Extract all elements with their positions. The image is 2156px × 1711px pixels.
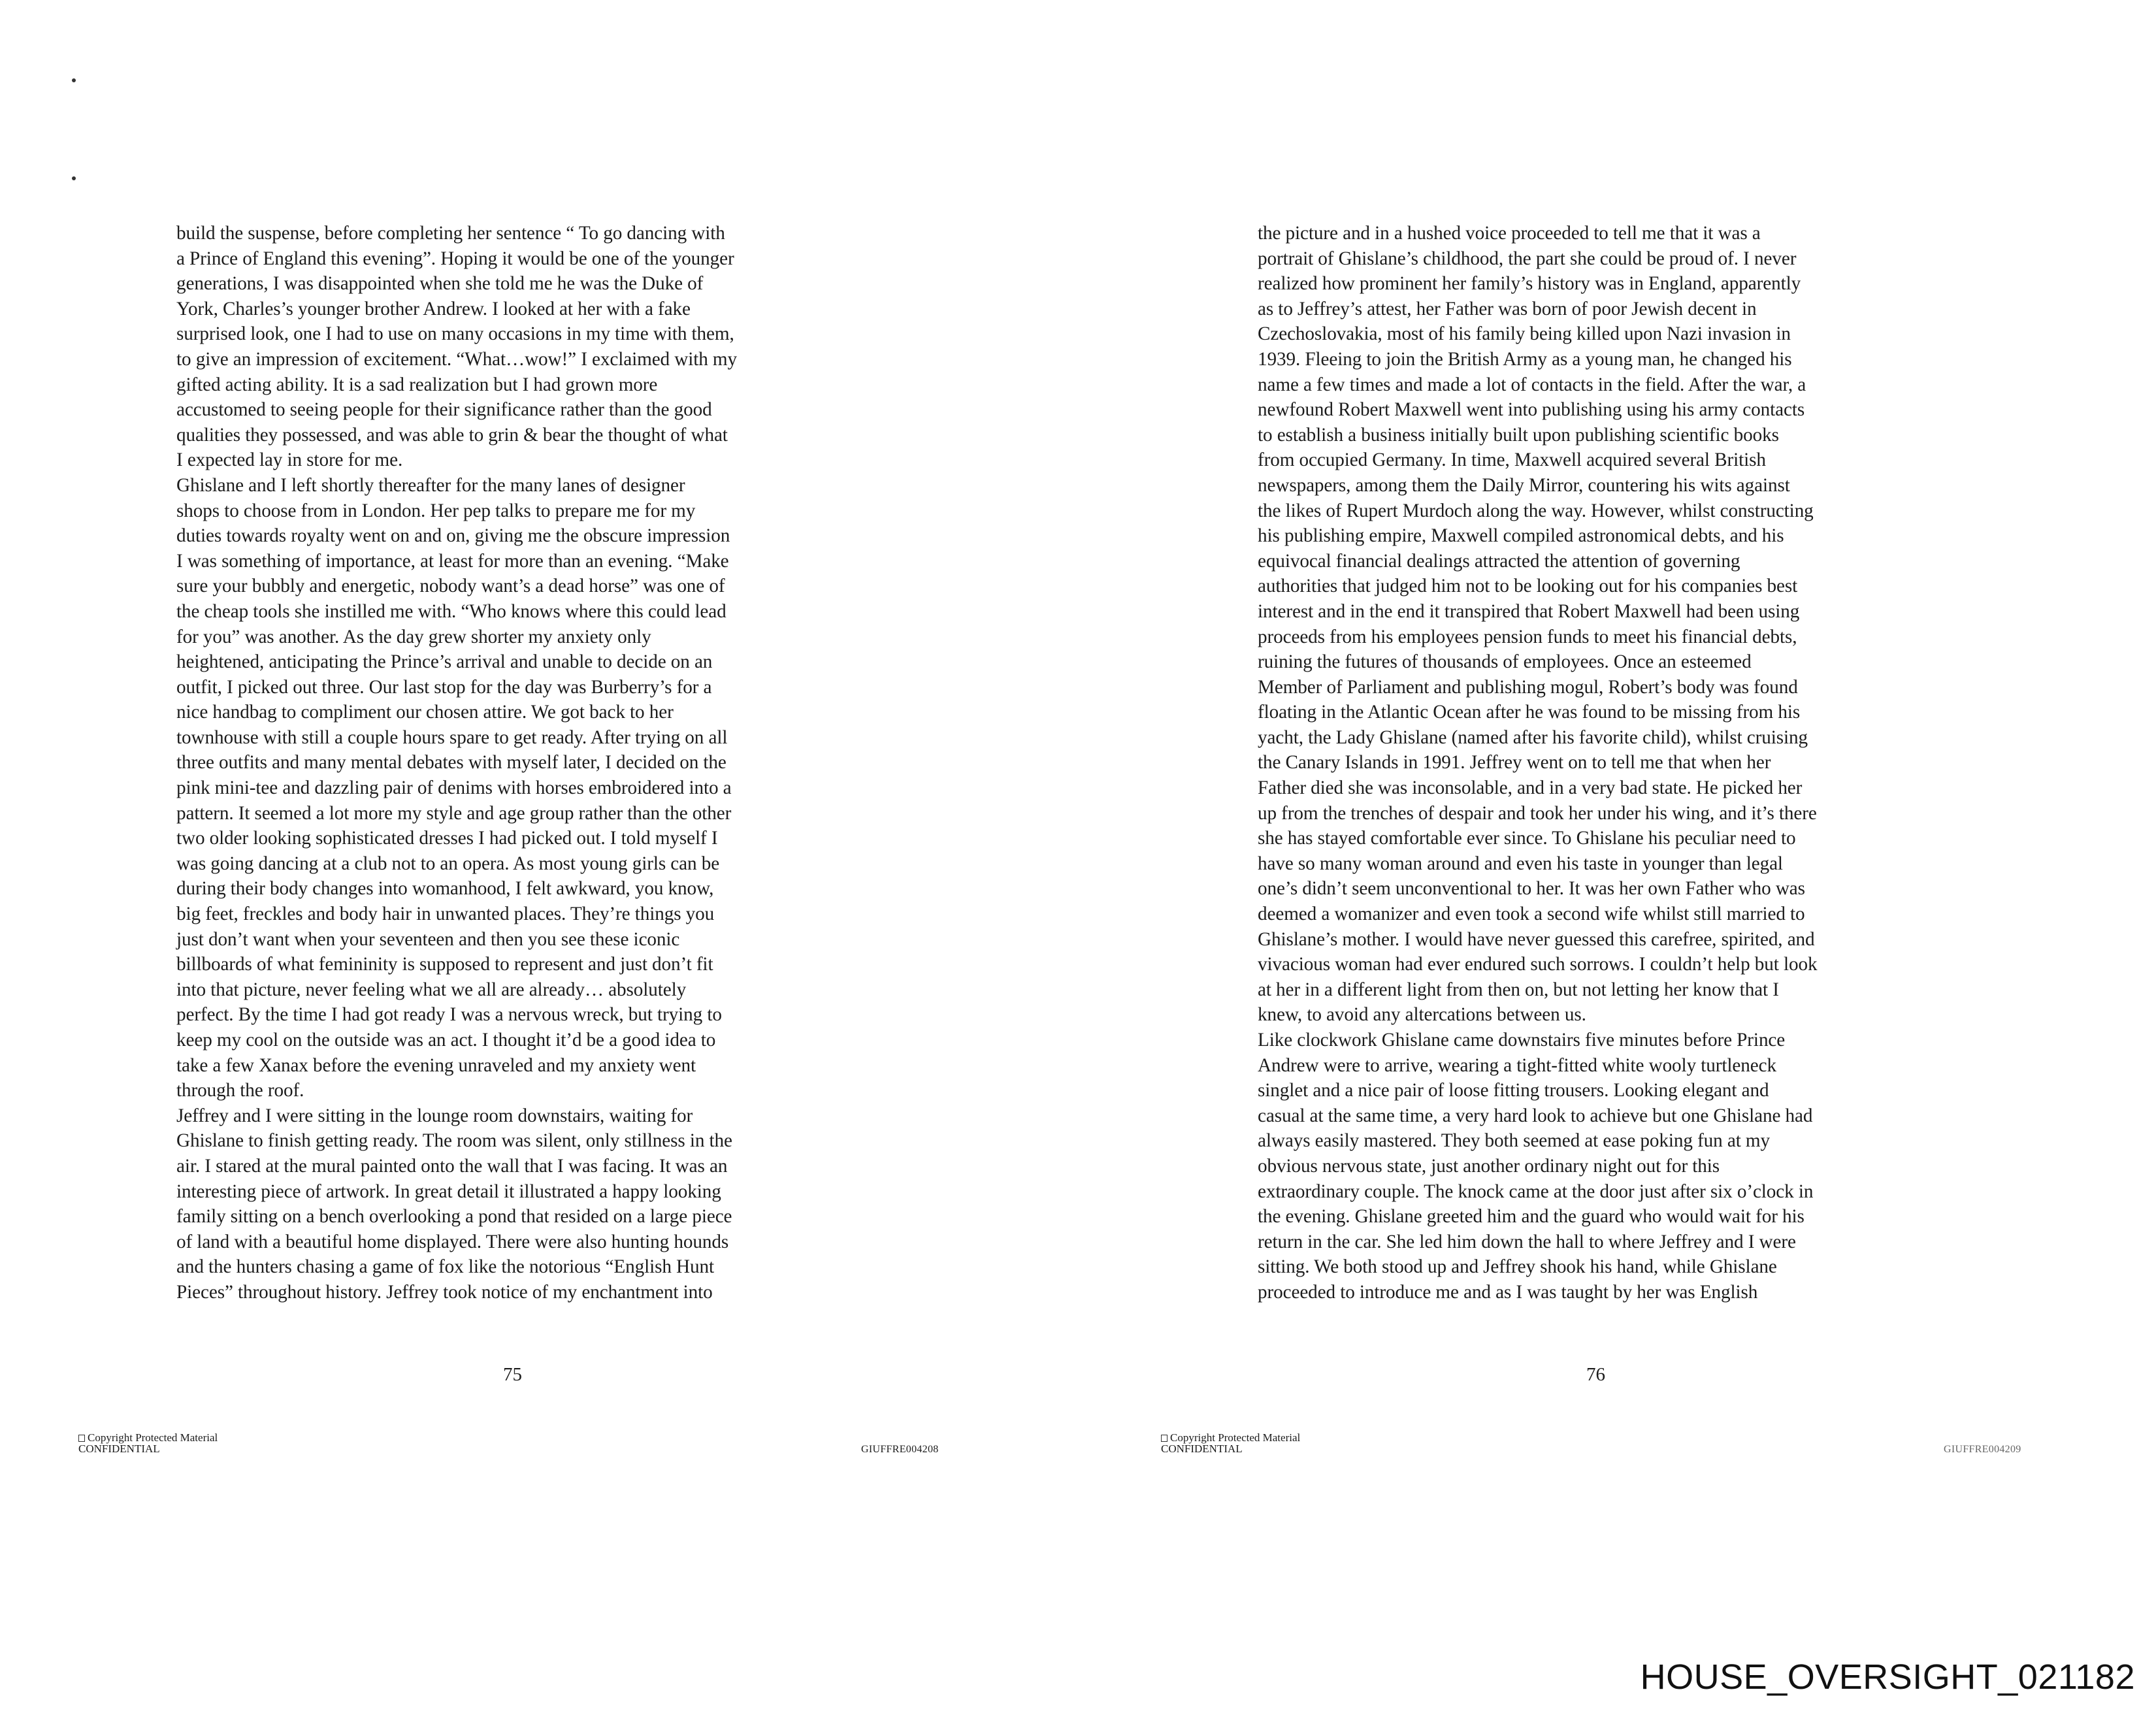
text-line: proceeded to introduce me and as I was taught by her was English <box>1258 1281 1758 1303</box>
text-line: three outfits and many mental debates with myself later, I decided on the <box>176 752 727 774</box>
text-line: billboards of what femininity is supposed to represent and just don’t fit <box>176 954 713 975</box>
text-line: obvious nervous state, just another ordinary night out for this <box>1258 1155 1720 1177</box>
text-line: build the suspense, before completing her sentence “ To go dancing with <box>176 223 725 244</box>
text-line: deemed a womanizer and even took a second wife whilst still married to <box>1258 904 1805 925</box>
text-line: accustomed to seeing people for their significance rather than the good <box>176 399 712 421</box>
text-line: to establish a business initially built upon publishing scientific books <box>1258 424 1779 446</box>
text-line: Father died she was inconsolable, and in a very bad state. He picked her <box>1258 777 1803 799</box>
text-line: always easily mastered. They both seemed at ease poking fun at my <box>1258 1130 1771 1152</box>
text-line: I was something of importance, at least for more than an evening. “Make <box>176 550 729 572</box>
text-line: heightened, anticipating the Prince’s arrival and unable to decide on an <box>176 651 713 673</box>
text-line: Czechoslovakia, most of his family being killed upon Nazi invasion in <box>1258 323 1791 345</box>
text-line: Ghislane and I left shortly thereafter for the many lanes of designer <box>176 474 685 496</box>
scan-speck <box>72 176 76 180</box>
checkbox-square-icon <box>78 1435 85 1442</box>
right-page-number: 76 <box>1586 1364 1605 1385</box>
text-line: the evening. Ghislane greeted him and the guard who would wait for his <box>1258 1206 1805 1228</box>
copyright-label: Copyright Protected Material <box>1170 1431 1301 1444</box>
text-line: generations, I was disappointed when she told me he was the Duke of <box>176 273 704 295</box>
scan-speck <box>72 78 76 82</box>
text-line: one’s didn’t seem unconventional to her. It was her own Father who was <box>1258 878 1805 900</box>
text-line: nice handbag to compliment our chosen attire. We got back to her <box>176 702 674 723</box>
text-line: Like clockwork Ghislane came downstairs five minutes before Prince <box>1258 1030 1786 1051</box>
text-line: sure your bubbly and energetic, nobody want’s a dead horse” was one of <box>176 576 725 597</box>
text-line: York, Charles’s younger brother Andrew. I looked at her with a fake <box>176 298 691 319</box>
text-line: Member of Parliament and publishing mogul, Robert’s body was found <box>1258 676 1798 698</box>
text-line: Andrew were to arrive, wearing a tight-fitted white wooly turtleneck <box>1258 1054 1776 1076</box>
text-line: newfound Robert Maxwell went into publishing using his army contacts <box>1258 399 1805 421</box>
right-copyright-notice <box>1161 1432 1300 1454</box>
text-line: as to Jeffrey’s attest, her Father was born of poor Jewish decent in <box>1258 298 1757 319</box>
text-line: authorities that judged him not to be looking out for his companies best <box>1258 576 1798 597</box>
house-oversight-stamp: HOUSE_OVERSIGHT_021182 <box>1640 1657 2135 1697</box>
text-line: at her in a different light from then on, but not letting her know that I <box>1258 979 1779 1000</box>
text-line: of land with a beautiful home displayed. There were also hunting hounds <box>176 1231 729 1252</box>
text-line: for you” was another. As the day grew shorter my anxiety only <box>176 626 651 647</box>
text-line: pattern. It seemed a lot more my style and age group rather than the other <box>176 802 732 824</box>
text-line: yacht, the Lady Ghislane (named after his favorite child), whilst cruising <box>1258 726 1808 748</box>
left-bates-number: GIUFFRE004208 <box>861 1444 939 1455</box>
text-line: perfect. By the time I had got ready I was a nervous wreck, but trying to <box>176 1004 722 1026</box>
text-line: keep my cool on the outside was an act. I thought it’d be a good idea to <box>176 1030 716 1051</box>
text-line: vivacious woman had ever endured such sorrows. I couldn’t help but look <box>1258 954 1818 975</box>
left-page-number: 75 <box>503 1364 522 1385</box>
text-line: townhouse with still a couple hours spare to get ready. After trying on all <box>176 726 728 748</box>
text-line: 1939. Fleeing to join the British Army as a young man, he changed his <box>1258 348 1792 370</box>
text-line: Ghislane to finish getting ready. The room was silent, only stillness in the <box>176 1130 732 1152</box>
right-bates-number: GIUFFRE004209 <box>1944 1444 2021 1455</box>
text-line: casual at the same time, a very hard look to achieve but one Ghislane had <box>1258 1105 1813 1126</box>
text-line: into that picture, never feeling what we all are already… absolutely <box>176 979 687 1000</box>
text-line: interest and in the end it transpired that Robert Maxwell had been using <box>1258 600 1800 622</box>
text-line: the likes of Rupert Murdoch along the way. However, whilst constructing <box>1258 500 1814 521</box>
text-line: knew, to avoid any altercations between us. <box>1258 1004 1586 1026</box>
text-line: return in the car. She led him down the hall to where Jeffrey and I were <box>1258 1231 1796 1252</box>
text-line: equivocal financial dealings attracted the attention of governing <box>1258 550 1740 572</box>
text-line: a Prince of England this evening”. Hoping it would be one of the younger <box>176 248 734 269</box>
text-line: portrait of Ghislane’s childhood, the part she could be proud of. I never <box>1258 248 1797 269</box>
text-line: have so many woman around and even his taste in younger than legal <box>1258 853 1783 874</box>
text-line: proceeds from his employees pension funds to meet his financial debts, <box>1258 626 1797 647</box>
text-line: outfit, I picked out three. Our last stop for the day was Burberry’s for a <box>176 676 712 698</box>
text-line: two older looking sophisticated dresses I had picked out. I told myself I <box>176 828 718 849</box>
text-line: newspapers, among them the Daily Mirror, countering his wits against <box>1258 474 1790 496</box>
confidential-label: CONFIDENTIAL <box>1161 1442 1243 1455</box>
text-line: surprised look, one I had to use on many occasions in my time with them, <box>176 323 734 345</box>
copyright-label: Copyright Protected Material <box>88 1431 218 1444</box>
text-line: air. I stared at the mural painted onto the wall that I was facing. It was an <box>176 1155 728 1177</box>
text-line: Ghislane’s mother. I would have never guessed this carefree, spirited, and <box>1258 928 1815 950</box>
text-line: and the hunters chasing a game of fox like the notorious “English Hunt <box>176 1256 715 1278</box>
text-line: the picture and in a hushed voice proceeded to tell me that it was a <box>1258 223 1761 244</box>
text-line: pink mini-tee and dazzling pair of denims with horses embroidered into a <box>176 777 732 799</box>
text-line: qualities they possessed, and was able to grin & bear the thought of what <box>176 424 728 446</box>
text-line: take a few Xanax before the evening unraveled and my anxiety went <box>176 1054 696 1076</box>
text-line: Pieces” throughout history. Jeffrey took notice of my enchantment into <box>176 1281 713 1303</box>
text-line: name a few times and made a lot of contacts in the field. After the war, a <box>1258 374 1806 395</box>
text-line: she has stayed comfortable ever since. To Ghislane his peculiar need to <box>1258 828 1796 849</box>
text-line: the Canary Islands in 1991. Jeffrey went on to tell me that when her <box>1258 752 1771 774</box>
text-line: just don’t want when your seventeen and then you see these iconic <box>176 928 680 950</box>
text-line: ruining the futures of thousands of employees. Once an esteemed <box>1258 651 1752 673</box>
text-line: gifted acting ability. It is a sad realization but I had grown more <box>176 374 658 395</box>
text-line: extraordinary couple. The knock came at the door just after six o’clock in <box>1258 1181 1814 1202</box>
left-copyright-notice <box>78 1432 218 1454</box>
text-line: shops to choose from in London. Her pep talks to prepare me for my <box>176 500 696 521</box>
text-line: duties towards royalty went on and on, giving me the obscure impression <box>176 525 730 547</box>
right-page-body <box>1258 221 1934 1305</box>
text-line: the cheap tools she instilled me with. “Who knows where this could lead <box>176 600 727 622</box>
left-page-body <box>176 221 853 1305</box>
text-line: up from the trenches of despair and took her under his wing, and it’s there <box>1258 802 1817 824</box>
text-line: during their body changes into womanhood, I felt awkward, you know, <box>176 878 714 900</box>
text-line: I expected lay in store for me. <box>176 449 403 471</box>
text-line: from occupied Germany. In time, Maxwell acquired several British <box>1258 449 1766 471</box>
text-line: big feet, freckles and body hair in unwanted places. They’re things you <box>176 904 715 925</box>
text-line: his publishing empire, Maxwell compiled astronomical debts, and his <box>1258 525 1784 547</box>
text-line: sitting. We both stood up and Jeffrey shook his hand, while Ghislane <box>1258 1256 1777 1278</box>
text-line: family sitting on a bench overlooking a pond that resided on a large piece <box>176 1206 732 1228</box>
text-line: was going dancing at a club not to an opera. As most young girls can be <box>176 853 720 874</box>
text-line: Jeffrey and I were sitting in the lounge room downstairs, waiting for <box>176 1105 693 1126</box>
text-line: realized how prominent her family’s history was in England, apparently <box>1258 273 1801 295</box>
checkbox-square-icon <box>1161 1435 1168 1442</box>
text-line: floating in the Atlantic Ocean after he was found to be missing from his <box>1258 702 1801 723</box>
confidential-label: CONFIDENTIAL <box>78 1442 160 1455</box>
text-line: through the roof. <box>176 1080 304 1101</box>
text-line: interesting piece of artwork. In great detail it illustrated a happy looking <box>176 1181 721 1202</box>
text-line: to give an impression of excitement. “What…wow!” I exclaimed with my <box>176 348 738 370</box>
text-line: singlet and a nice pair of loose fitting trousers. Looking elegant and <box>1258 1080 1769 1101</box>
